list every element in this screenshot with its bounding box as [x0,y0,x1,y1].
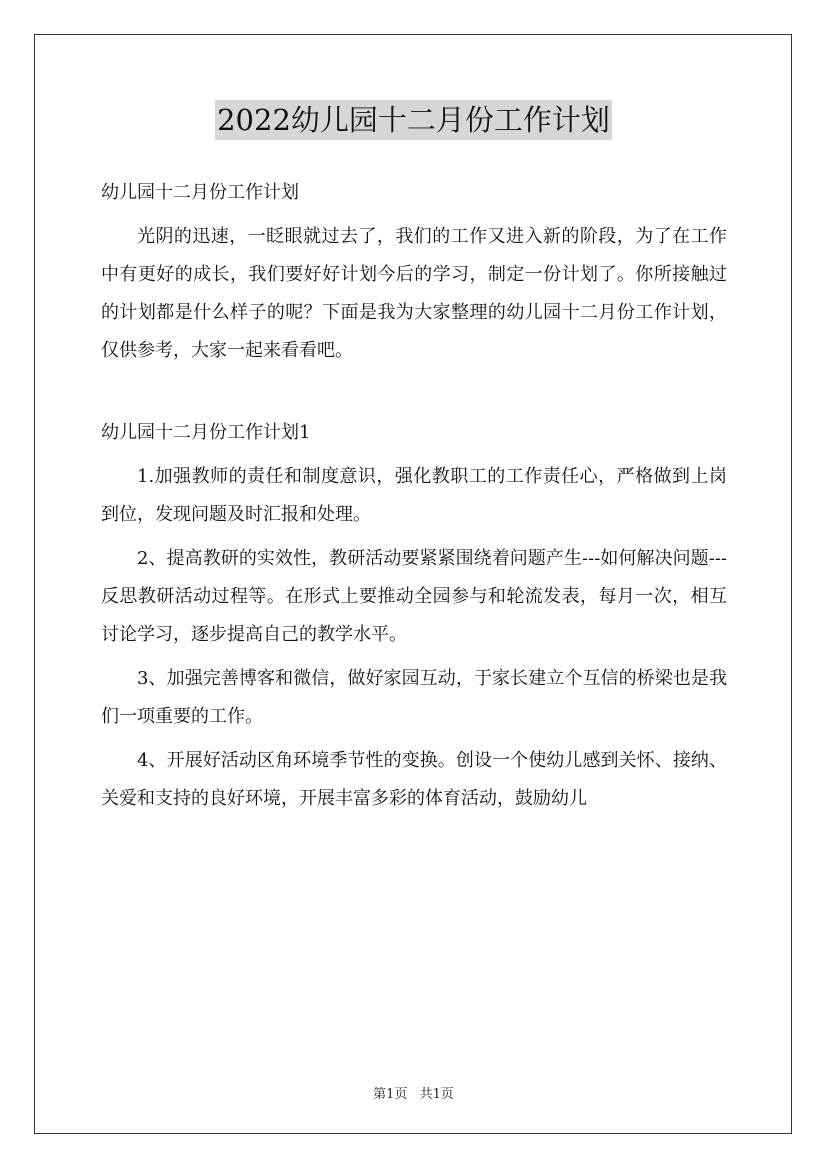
page-number-total: 共1页 [419,1087,454,1102]
document-title: 2022幼儿园十二月份工作计划 [215,100,612,140]
title-container [0,100,827,140]
list-item: 4、开展好活动区角环境季节性的变换。创设一个使幼儿感到关怀、接纳、关爱和支持的良好环境，开展丰富多彩的体育活动，鼓励幼儿 [101,750,727,809]
intro-heading: 幼儿园十二月份工作计划 [101,182,299,203]
page-number-current: 第1页 [373,1087,408,1102]
list-item: 1.加强教师的责任和制度意识，强化教职工的工作责任心，严格做到上岗到位，发现问题及时汇报和处理。 [101,466,727,525]
page-footer [0,1083,827,1102]
intro-paragraph: 光阴的迅速，一眨眼就过去了，我们的工作又进入新的阶段，为了在工作中有更好的成长，我们要好好计划今后的学习，制定一份计划了。你所接触过的计划都是什么样子的呢？下面是我为大家整理的幼儿园十二月份工作计划，仅供参考，大家一起来看看吧。 [101,226,727,361]
list-item: 2、提高教研的实效性，教研活动要紧紧围绕着问题产生---如何解决问题---反思教研活动过程等。在形式上要推动全园参与和轮流发表，每月一次，相互讨论学习，逐步提高自己的教学水平。 [101,548,727,645]
section-heading: 幼儿园十二月份工作计划1 [101,422,311,443]
document-body [101,174,727,818]
list-item: 3、加强完善博客和微信，做好家园互动，于家长建立个互信的桥梁也是我们一项重要的工作。 [101,668,727,727]
